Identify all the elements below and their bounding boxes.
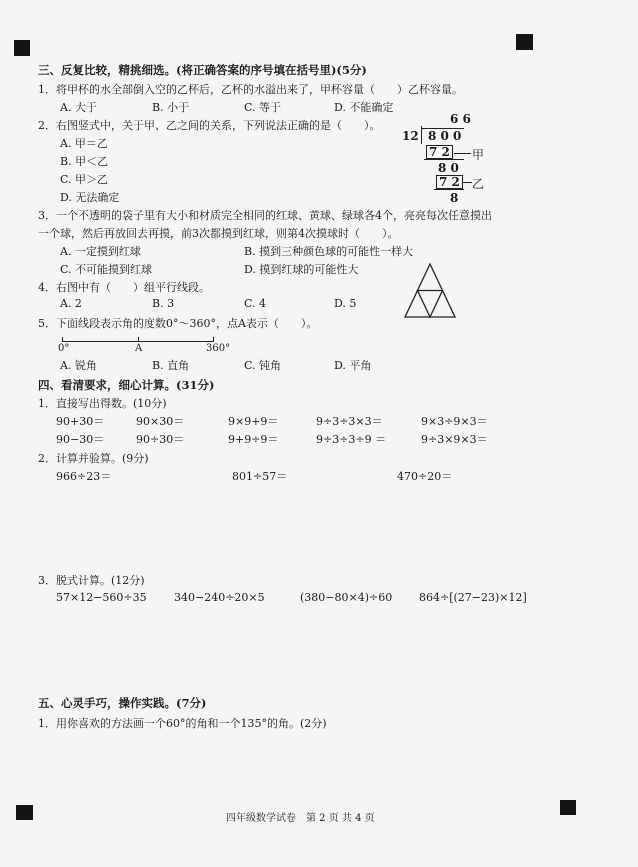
division-bracket-side [421, 126, 422, 144]
q4-option-a: A. 2 [60, 297, 82, 310]
q5-option-a: A. 锐角 [60, 359, 97, 372]
p3-item-1: 57×12−560÷35 [56, 591, 147, 604]
division-dividend: 8 0 0 [428, 129, 462, 143]
division-quotient: 6 6 [450, 112, 471, 126]
registration-mark-top-right [516, 34, 533, 50]
label-jia: 甲 [472, 148, 485, 162]
q3-option-d: D. 摸到红球的可能性大 [244, 263, 359, 276]
ruler-label-end: 360° [206, 343, 231, 354]
q2-stem: 2．右图竖式中，关于甲、乙之间的关系，下列说法正确的是（ ）。 [38, 119, 381, 132]
q4-option-c: C. 4 [244, 297, 267, 310]
calc-r1-5: 9×3÷9×3＝ [421, 415, 488, 428]
p3-item-3: (380−80×4)÷60 [300, 591, 393, 604]
p1-title: 1．直接写出得数。(10分) [38, 397, 167, 410]
page-footer: 四年级数学试卷 第 2 页 共 4 页 [226, 813, 375, 824]
q2-option-a: A. 甲＝乙 [60, 137, 108, 150]
q2-option-b: B. 甲＜乙 [60, 155, 109, 168]
q5-stem: 5．下面线段表示角的度数0°～360°，点A表示（ ）。 [38, 317, 318, 330]
p2-item-2: 801÷57＝ [232, 470, 288, 483]
q5-option-d: D. 平角 [334, 359, 372, 372]
yi-pointer [462, 182, 472, 183]
long-division-figure [398, 112, 508, 205]
label-yi: 乙 [472, 177, 485, 191]
ruler-label-start: 0° [58, 343, 70, 354]
q4-stem: 4．右图中有（ ）组平行线段。 [38, 281, 210, 294]
p2-item-1: 966÷23＝ [56, 470, 112, 483]
calc-r2-5: 9÷3×9×3＝ [421, 433, 488, 446]
calc-r2-2: 90÷30＝ [136, 433, 185, 446]
q1-option-d: D. 不能确定 [334, 101, 394, 114]
q1-option-b: B. 小于 [152, 101, 190, 114]
q4-option-b: B. 3 [152, 297, 175, 310]
division-row1: 7 2 [426, 145, 453, 159]
calc-r2-1: 90−30＝ [56, 433, 105, 446]
q2-option-d: D. 无法确定 [60, 191, 120, 204]
division-remainder: 8 [450, 191, 459, 205]
division-row2: 8 0 [438, 161, 459, 175]
degree-ruler [58, 334, 238, 356]
q3-option-a: A. 一定摸到红球 [60, 245, 141, 258]
division-row3: 7 2 [436, 175, 463, 189]
ruler-tick-end [213, 337, 214, 342]
q3-option-b: B. 摸到三种颜色球的可能性一样大 [244, 245, 414, 258]
p2-item-3: 470÷20＝ [397, 470, 453, 483]
calc-r1-2: 90×30＝ [136, 415, 185, 428]
division-divisor: 12 [402, 129, 419, 143]
q4-option-d: D. 5 [334, 297, 357, 310]
calc-r2-3: 9+9÷9＝ [228, 433, 279, 446]
calc-r1-3: 9×9+9＝ [228, 415, 279, 428]
section5-title: 五、心灵手巧，操作实践。(7分) [38, 696, 207, 710]
p3-item-4: 864÷[(27−23)×12] [419, 591, 527, 604]
division-rule-1 [424, 159, 464, 160]
q3-stem-line2: 一个球，然后再放回去再摸，前3次都摸到红球，则第4次摸球时（ ）。 [38, 227, 399, 240]
ruler-label-a: A [135, 343, 143, 354]
q2-option-c: C. 甲＞乙 [60, 173, 109, 186]
q1-option-c: C. 等于 [244, 101, 282, 114]
calc-r1-1: 90+30＝ [56, 415, 105, 428]
p3-title: 3．脱式计算。(12分) [38, 574, 145, 587]
q5-option-c: C. 钝角 [244, 359, 282, 372]
q5-option-b: B. 直角 [152, 359, 190, 372]
p2-title: 2．计算并验算。(9分) [38, 452, 149, 465]
calc-r2-4: 9÷3÷3÷9 ＝ [316, 433, 387, 446]
registration-mark-bottom-right [560, 800, 576, 815]
calc-r1-4: 9÷3÷3×3＝ [316, 415, 383, 428]
ruler-tick-start [62, 337, 63, 342]
jia-pointer [454, 153, 471, 154]
q3-option-c: C. 不可能摸到红球 [60, 263, 153, 276]
q1-option-a: A. 大于 [60, 101, 97, 114]
q3-stem-line1: 3．一个不透明的袋子里有大小和材质完全相同的红球、黄球、绿球各4个，亮亮每次任意摸出 [38, 209, 492, 222]
section5-q1: 1．用你喜欢的方法画一个60°的角和一个135°的角。(2分) [38, 717, 327, 730]
division-rule-2 [434, 189, 464, 190]
ruler-tick-a [138, 337, 139, 342]
triangle-figure [403, 262, 457, 320]
section3-title: 三、反复比较，精挑细选。(将正确答案的序号填在括号里)(5分) [38, 63, 367, 77]
registration-mark-bottom-left [16, 805, 33, 820]
section4-title: 四、看清要求，细心计算。(31分) [38, 378, 215, 392]
q1-stem: 1．将甲杯的水全部倒入空的乙杯后，乙杯的水溢出来了，甲杯容量（ ）乙杯容量。 [38, 83, 463, 96]
registration-mark-top-left [14, 40, 30, 56]
p3-item-2: 340−240÷20×5 [174, 591, 265, 604]
